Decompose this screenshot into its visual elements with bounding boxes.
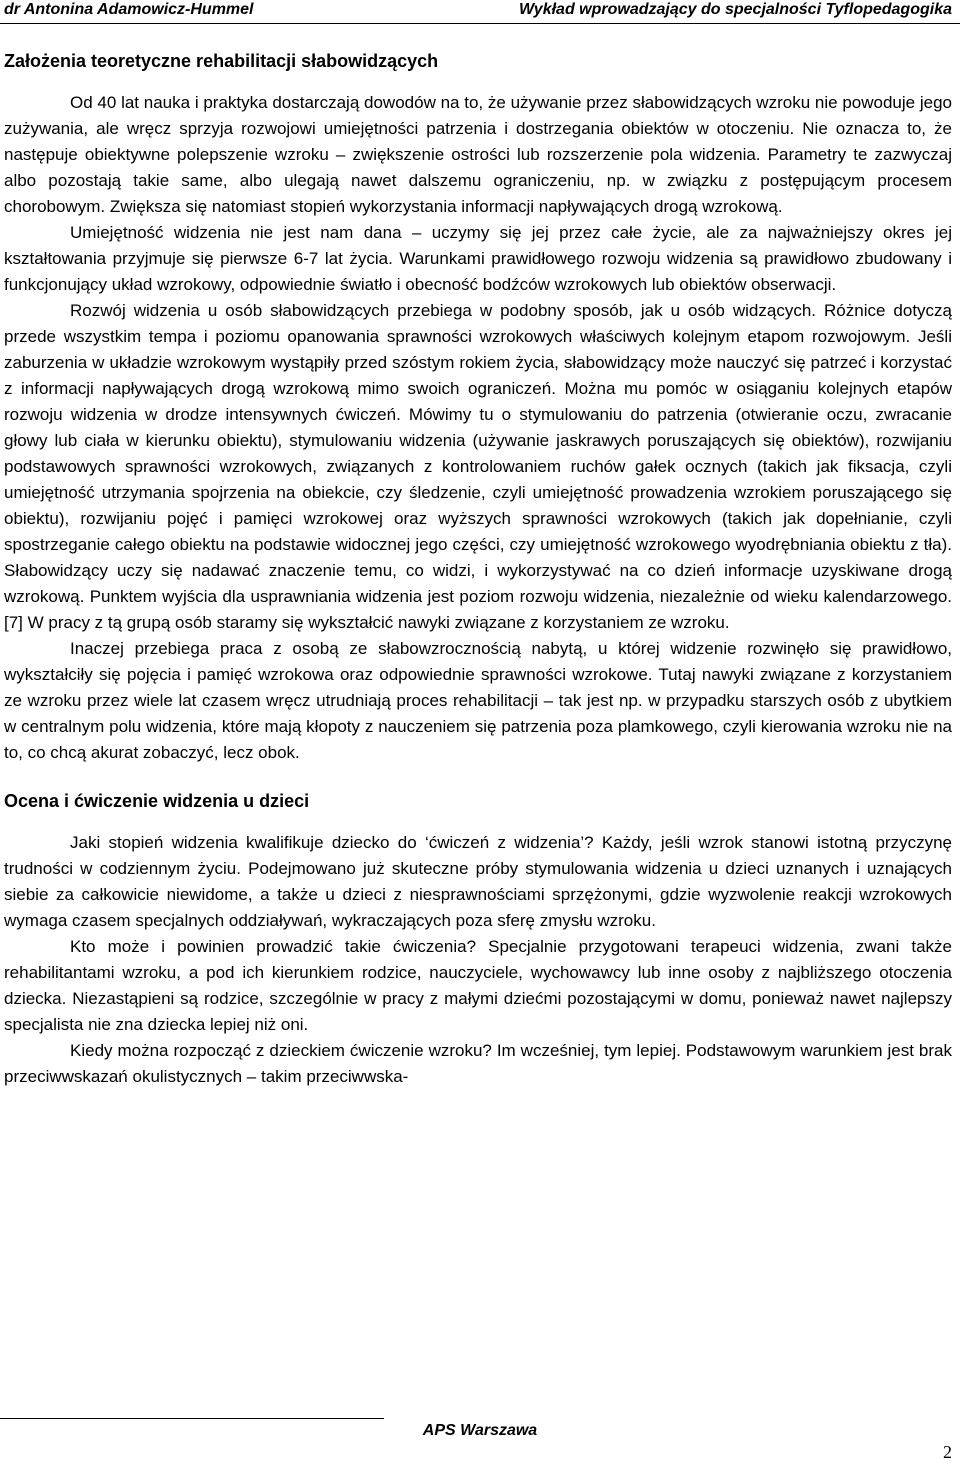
section-heading-2: Ocena i ćwiczenie widzenia u dzieci <box>4 791 310 811</box>
footer-institution: APS Warszawa <box>422 1422 538 1439</box>
paragraph: Kto może i powinien prowadzić takie ćwiczenia? Specjalnie przygotowani terapeuci widzenia, zwani także rehabilitantami wzroku, a pod ich kierunkiem rodzice, nauczyciele, wychowawcy lub inne osoby z najbliższego otoczenia dziecka. Niezastąpieni są rodzice, szczególnie w pracy z małymi dziećmi pozostającymi w domu, ponieważ nawet najlepszy specjalista nie zna dziecka lepiej niż oni. <box>4 937 952 1034</box>
paragraph: Jaki stopień widzenia kwalifikuje dziecko do ‘ćwiczeń z widzenia’? Każdy, jeśli wzrok stanowi istotną przyczynę trudności w codziennym życiu. Podejmowano już skuteczne próby stymulowania widzenia u dzieci uznanych i uznających siebie za całkowicie niewidome, a także u dzieci z niesprawnościami sprzężonymi, gdzie wyzwolenie reakcji wzrokowych wymaga czasem specjalnych oddziaływań, wykraczających poza sferę zmysłu wzroku. <box>4 833 952 930</box>
paragraph: Rozwój widzenia u osób słabowidzących przebiega w podobny sposób, jak u osób widzących. Różnice dotyczą przede wszystkim tempa i poziomu opanowania sprawności wzrokowych właściwych kolejnym etapom rozwojowym. Jeśli zaburzenia w układzie wzrokowym wystąpiły przed szóstym rokiem życia, słabowidzący może nauczyć się patrzeć i korzystać z informacji napływających drogą wzrokową mimo swoich ograniczeń. Można mu pomóc w osiąganiu kolejnych etapów rozwoju widzenia w drodze intensywnych ćwiczeń. Mówimy tu o stymulowaniu do patrzenia (otwieranie oczu, zwracanie głowy lub ciała w kierunku obiektu), stymulowaniu widzenia (używanie jaskrawych poruszających się obiektów), rozwijaniu podstawowych sprawności wzrokowych, związanych z kontrolowaniem ruchów gałek ocznych (takich jak fiksacja, czyli umiejętność utrzymania spojrzenia na obiekcie, czy śledzenie, czyli umiejętność prowadzenia wzrokiem poruszającego się obiektu), rozwijaniu pojęć i pamięci wzrokowej oraz wyższych sprawności wzrokowych (takich jak dopełnianie, czyli spostrzeganie całego obiektu na podstawie widocznej jego części, czy umiejętność wzrokowego wyodrębniania obiektu z tła). Słabowidzący uczy się nadawać znaczenie temu, co widzi, i wykorzystywać na co dzień informacje uzyskiwane drogą wzrokową. Punktem wyjścia dla usprawniania widzenia jest poziom rozwoju widzenia, niezależnie od wieku kalendarzowego. [7] W pracy z tą grupą osób staramy się wykształcić nawyki związane z korzystaniem ze wzroku. <box>4 301 952 632</box>
document-body <box>4 48 952 1090</box>
page-header <box>0 0 960 24</box>
paragraph: Umiejętność widzenia nie jest nam dana – uczymy się jej przez całe życie, ale za najważniejszy okres jej kształtowania przyjmuje się pierwsze 6-7 lat życia. Warunkami prawidłowego rozwoju widzenia są prawidłowo zbudowany i funkcjonujący układ wzrokowy, odpowiednie światło i obecność bodźców wzrokowych lub obiektów obserwacji. <box>4 223 952 294</box>
header-author: dr Antonina Adamowicz-Hummel <box>4 1 254 18</box>
section-heading-1: Założenia teoretyczne rehabilitacji słabowidzących <box>4 51 439 71</box>
header-rule <box>0 23 960 24</box>
page-number: 2 <box>943 1442 952 1462</box>
paragraph: Kiedy można rozpocząć z dzieckiem ćwiczenie wzroku? Im wcześniej, tym lepiej. Podstawowym warunkiem jest brak przeciwwskazań okulistycznych – takim przeciwwska- <box>4 1041 952 1086</box>
paragraph: Inaczej przebiega praca z osobą ze słabowzrocznością nabytą, u której widzenie rozwinęło się prawidłowo, wykształciły się pojęcia i pamięć wzrokowa oraz odpowiednie sprawności wzrokowe. Tutaj nawyki związane z korzystaniem ze wzroku przez wiele lat czasem wręcz utrudniają proces rehabilitacji – tak jest np. w przypadku starszych osób z ubytkiem w centralnym polu widzenia, które mają kłopoty z nauczeniem się patrzenia poza plamkowego, czyli kierowania wzroku nie na to, co chcą akurat zobaczyć, lecz obok. <box>4 639 952 762</box>
header-title: Wykład wprowadzający do specjalności Tyflopedagogika <box>518 1 952 18</box>
footer-rule <box>0 1418 384 1419</box>
paragraph: Od 40 lat nauka i praktyka dostarczają dowodów na to, że używanie przez słabowidzących wzroku nie powoduje jego zużywania, ale wręcz sprzyja rozwojowi umiejętności patrzenia i dostrzegania obiektów w otoczeniu. Nie oznacza to, że następuje obiektywne polepszenie wzroku – zwiększenie ostrości lub rozszerzenie pola widzenia. Parametry te zazwyczaj albo pozostają takie same, albo ulegają nawet dalszemu ograniczeniu, np. w związku z postępującym procesem chorobowym. Zwiększa się natomiast stopień wykorzystania informacji napływających drogą wzrokową. <box>4 93 952 216</box>
